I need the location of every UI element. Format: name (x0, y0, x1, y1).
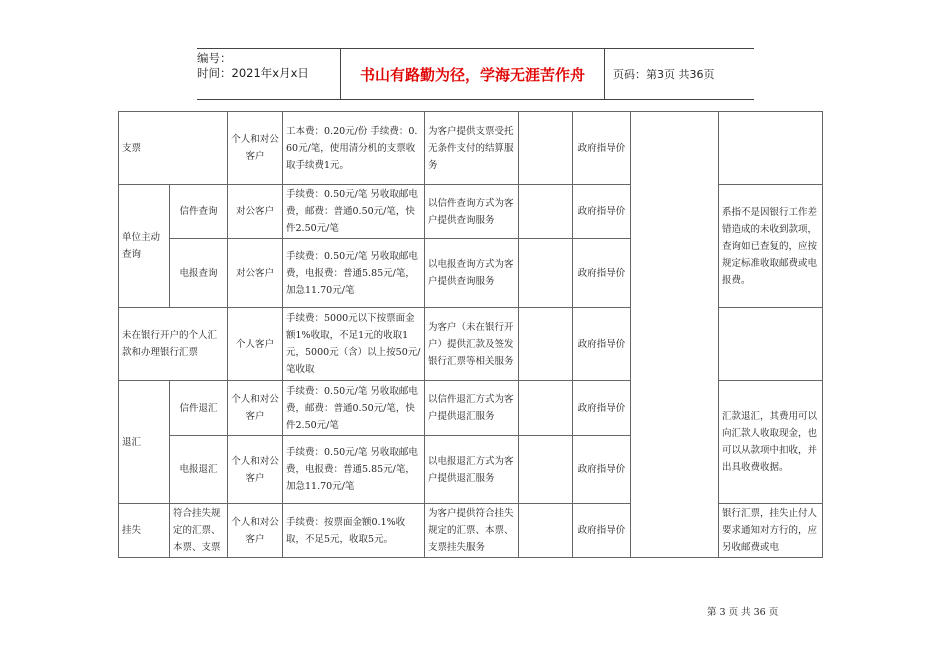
service-content: 为客户提供支票受托无条件支付的结算服务 (425, 112, 519, 185)
pricing-type: 政府指导价 (573, 308, 631, 381)
empty-cell (519, 504, 573, 558)
service-content: 以电报查询方式为客户提供查询服务 (425, 239, 519, 308)
empty-cell (719, 308, 823, 381)
service-content: 为客户提供符合挂失规定的汇票、本票、支票挂失服务 (425, 504, 519, 558)
item-name: 未在银行开户的个人汇款和办理银行汇票 (119, 308, 228, 381)
fee-standard: 手续费：5000元以下按票面金额1%收取，不足1元的收取1元，5000元（含）以上按50元/笔收取 (283, 308, 425, 381)
header-motto: 书山有路勤为径，学海无涯苦作舟 (340, 49, 605, 99)
fee-table (118, 111, 823, 558)
fee-standard: 手续费：0.50元/笔 另收取邮电费，邮费：普通0.50元/笔，快件2.50元/笔 (283, 185, 425, 239)
customer-type: 个人和对公客户 (228, 381, 283, 436)
pricing-type: 政府指导价 (573, 504, 631, 558)
customer-type: 个人客户 (228, 308, 283, 381)
header-meta (197, 49, 340, 99)
service-content: 为客户（未在银行开户）提供汇款及签发银行汇票等相关服务 (425, 308, 519, 381)
table-row (119, 112, 823, 185)
empty-cell (519, 436, 573, 504)
remark: 系指不是因银行工作差错造成的未收到款项，查询如已查复的，应按规定标准收取邮费或电报费。 (719, 185, 823, 308)
pricing-type: 政府指导价 (573, 436, 631, 504)
remark: 银行汇票，挂失止付人要求通知对方行的，应另收邮费或电 (719, 504, 823, 558)
pricing-type: 政府指导价 (573, 239, 631, 308)
pricing-type: 政府指导价 (573, 112, 631, 185)
sub-item-name: 信件退汇 (170, 381, 228, 436)
fee-standard: 工本费：0.20元/份 手续费：0.60元/笔，使用清分机的支票收取手续费1元。 (283, 112, 425, 185)
fee-standard: 手续费：按票面金额0.1%收取，不足5元，收取5元。 (283, 504, 425, 558)
page-header (197, 48, 754, 100)
item-name: 支票 (119, 112, 228, 185)
fee-standard: 手续费：0.50元/笔 另收取邮电费，电报费：普通5.85元/笔，加急11.70元/笔 (283, 436, 425, 504)
empty-cell (519, 185, 573, 239)
header-page-number: 页码：第3页 共36页 (613, 68, 715, 81)
pricing-type: 政府指导价 (573, 185, 631, 239)
service-content: 以电报退汇方式为客户提供退汇服务 (425, 436, 519, 504)
pricing-type: 政府指导价 (573, 381, 631, 436)
remark: 汇款退汇，其费用可以向汇款人收取现金，也可以从款项中扣收，并出具收费收据。 (719, 381, 823, 504)
customer-type: 个人和对公客户 (228, 504, 283, 558)
page-footer: 第 3 页 共 36 页 (707, 607, 779, 618)
customer-type: 对公客户 (228, 185, 283, 239)
item-name: 单位主动查询 (119, 185, 170, 308)
customer-type: 对公客户 (228, 239, 283, 308)
empty-cell (519, 112, 573, 185)
empty-cell (519, 381, 573, 436)
service-content: 以信件退汇方式为客户提供退汇服务 (425, 381, 519, 436)
empty-cell (519, 308, 573, 381)
sub-item-name: 电报查询 (170, 239, 228, 308)
empty-cell (631, 112, 719, 558)
sub-item-name: 符合挂失规定的汇票、本票、支票 (170, 504, 228, 558)
item-name: 退汇 (119, 381, 170, 504)
service-content: 以信件查询方式为客户提供查询服务 (425, 185, 519, 239)
empty-cell (719, 112, 823, 185)
item-name: 挂失 (119, 504, 170, 558)
document-number-label: 编号： (197, 51, 232, 65)
sub-item-name: 信件查询 (170, 185, 228, 239)
customer-type: 个人和对公客户 (228, 112, 283, 185)
customer-type: 个人和对公客户 (228, 436, 283, 504)
sub-item-name: 电报退汇 (170, 436, 228, 504)
document-time-label: 时间：2021年x月x日 (197, 66, 309, 80)
fee-standard: 手续费：0.50元/笔 另收取邮电费，邮费：普通0.50元/笔，快件2.50元/笔 (283, 381, 425, 436)
empty-cell (519, 239, 573, 308)
fee-standard: 手续费：0.50元/笔 另收取邮电费，电报费：普通5.85元/笔，加急11.70元/笔 (283, 239, 425, 308)
